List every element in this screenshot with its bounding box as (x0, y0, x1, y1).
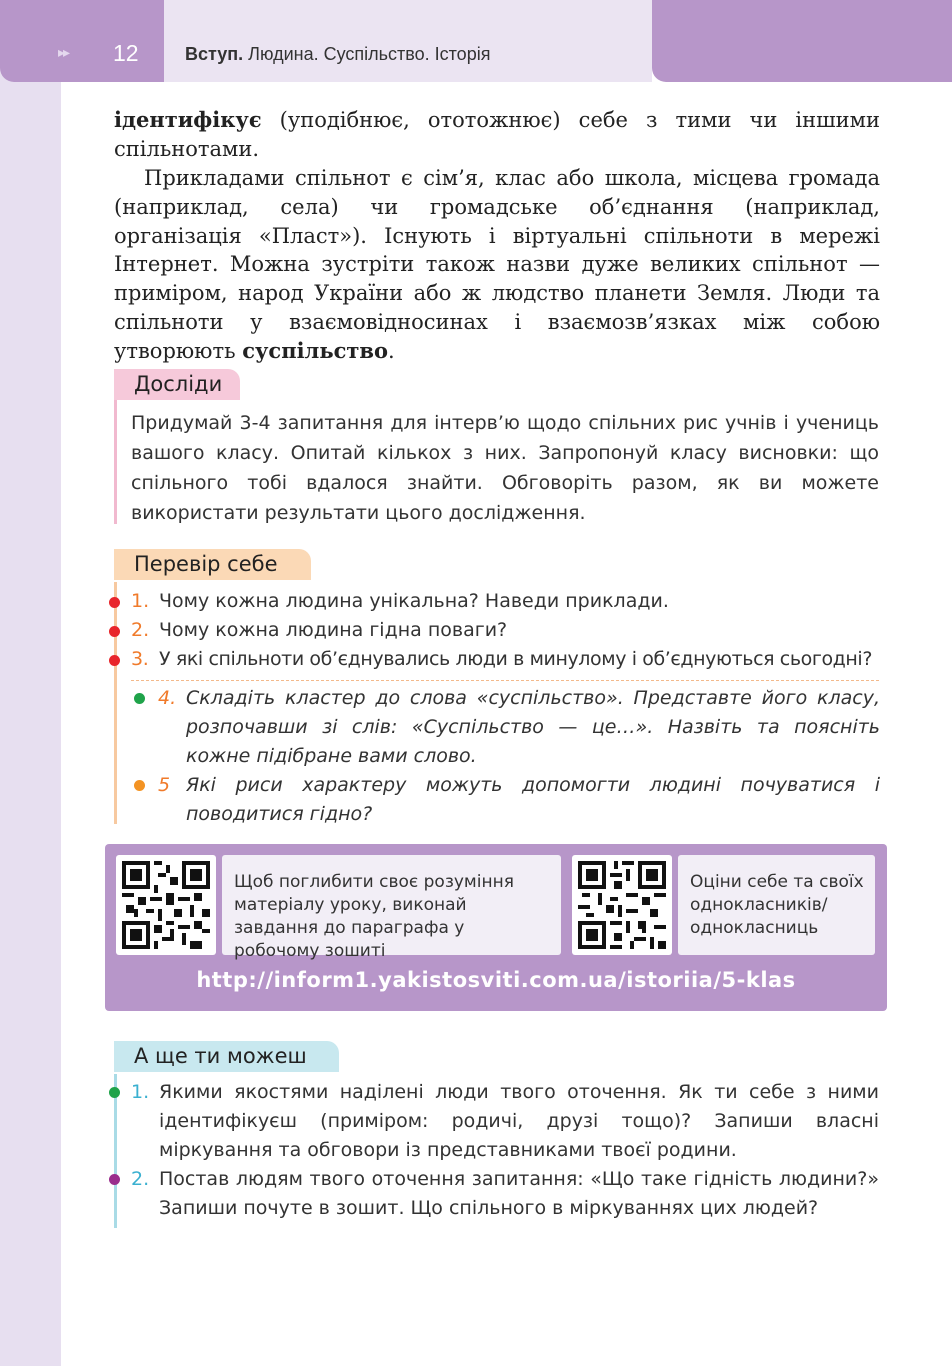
qr-code-workbook[interactable] (116, 855, 216, 955)
resource-link[interactable]: http://inform1.yakistosviti.com.ua/istoriia/5-klas (196, 968, 796, 992)
question-number: 4. (158, 687, 177, 709)
question-number: 3. (131, 648, 149, 670)
self-assessment-text: Оціни себе та своїх однокласників/ однокласниць (690, 872, 864, 938)
question-number: 1. (131, 590, 150, 612)
self-check-section-tab: Перевір себе (114, 549, 311, 580)
task-number: 2. (131, 1168, 150, 1190)
qr-code-icon (578, 861, 666, 949)
question-text: Складіть кластер до слова «суспільство». Представте його класу, розпочавши зі слів: «Суспільство — це…». Назвіть та поясніть кожне підібране вами слово. (186, 687, 880, 767)
header-title-bar (164, 0, 652, 82)
question-text: Які риси характеру можуть допомогти людині почуватися і поводитися гідно? (186, 774, 880, 825)
header-left-block (0, 0, 164, 82)
question-text: У які спільноти об’єднувались люди в минулому і об’єднуються сьогодні? (159, 648, 873, 670)
red-level-dot (109, 655, 120, 666)
question-text: Чому кожна людина гідна поваги? (159, 619, 508, 641)
green-level-dot (134, 693, 145, 704)
self-assessment-card (678, 855, 875, 955)
task-text: Постав людям твого оточення запитання: «Що таке гідність людини?» Запиши почуте в зошит. Що спільного в міркуваннях цих людей? (159, 1168, 879, 1219)
question-5 (158, 771, 880, 829)
left-margin-strip (0, 0, 61, 1366)
extra-task-2 (131, 1165, 879, 1223)
term-society: суспільство (242, 337, 389, 363)
extra-task-1 (131, 1078, 879, 1165)
workbook-task-card (222, 855, 561, 961)
research-section-line (114, 400, 117, 524)
self-check-section-line (114, 582, 117, 824)
paragraph-1-text: (уподібнює, ототожнює) себе з тими чи іншими спільнотами. (114, 108, 880, 161)
research-section-tab: Досліди (114, 369, 240, 400)
question-2 (131, 616, 507, 645)
orange-level-dot (134, 780, 145, 791)
term-identifies: ідентифікує (114, 107, 262, 132)
violet-level-dot (109, 1174, 120, 1185)
red-level-dot (109, 597, 120, 608)
paragraph-2-text: Прикладами спільнот є сім’я, клас або школа, місцева громада (наприклад, села) чи громадське об’єднання (наприклад, організація «Пласт»). Існують і віртуальні спільноти в мережі Інтернет. Можна зустріти також назви дуже великих спільнот — приміром, народ України або ж людство планети Земля. Люди та спільноти у взаємовідносинах і взаємозв’язках між собою утворюють (114, 166, 880, 363)
section-title-rest: Людина. Суспільство. Історія (243, 44, 491, 64)
header-right-block (652, 0, 952, 82)
qr-code-self-assessment[interactable] (572, 855, 672, 955)
section-title-bold: Вступ. (185, 44, 244, 64)
double-arrow-icon: ▸▸ (58, 45, 69, 61)
qr-code-icon (122, 861, 210, 949)
section-title (185, 44, 490, 65)
green-level-dot (109, 1087, 120, 1098)
paragraph-1 (114, 106, 880, 164)
red-level-dot (109, 626, 120, 637)
task-number: 1. (131, 1081, 150, 1103)
question-number: 5 (158, 774, 171, 796)
paragraph-2 (114, 164, 880, 366)
dashed-divider (131, 680, 879, 681)
research-task-text: Придумай 3-4 запитання для інтерв’ю щодо спільних рис учнів і учениць вашого класу. Опитай кількох з них. Запропонуй класу висновки: що спільного тобі вдалося знайти. Обговоріть разом, як ви можете використати результати цього дослідження. (131, 412, 879, 524)
question-4 (158, 684, 880, 771)
page-number: 12 (113, 40, 139, 66)
question-number: 2. (131, 619, 150, 641)
question-1 (131, 587, 669, 616)
workbook-task-text: Щоб поглибити своє розуміння матеріалу уроку, виконай завдання до параграфа у робочому зошиті (234, 872, 514, 961)
paragraph-2-end: . (388, 338, 395, 363)
task-text: Якими якостями наділені люди твого оточення. Як ти себе з ними ідентифікуєш (приміром: родичі, друзі тощо)? Запиши власні міркування та обговори із представниками твоєї родини. (159, 1081, 879, 1161)
question-3 (131, 645, 872, 674)
question-text: Чому кожна людина унікальна? Наведи приклади. (159, 590, 669, 612)
extra-tasks-section-tab: А ще ти можеш (114, 1041, 339, 1072)
